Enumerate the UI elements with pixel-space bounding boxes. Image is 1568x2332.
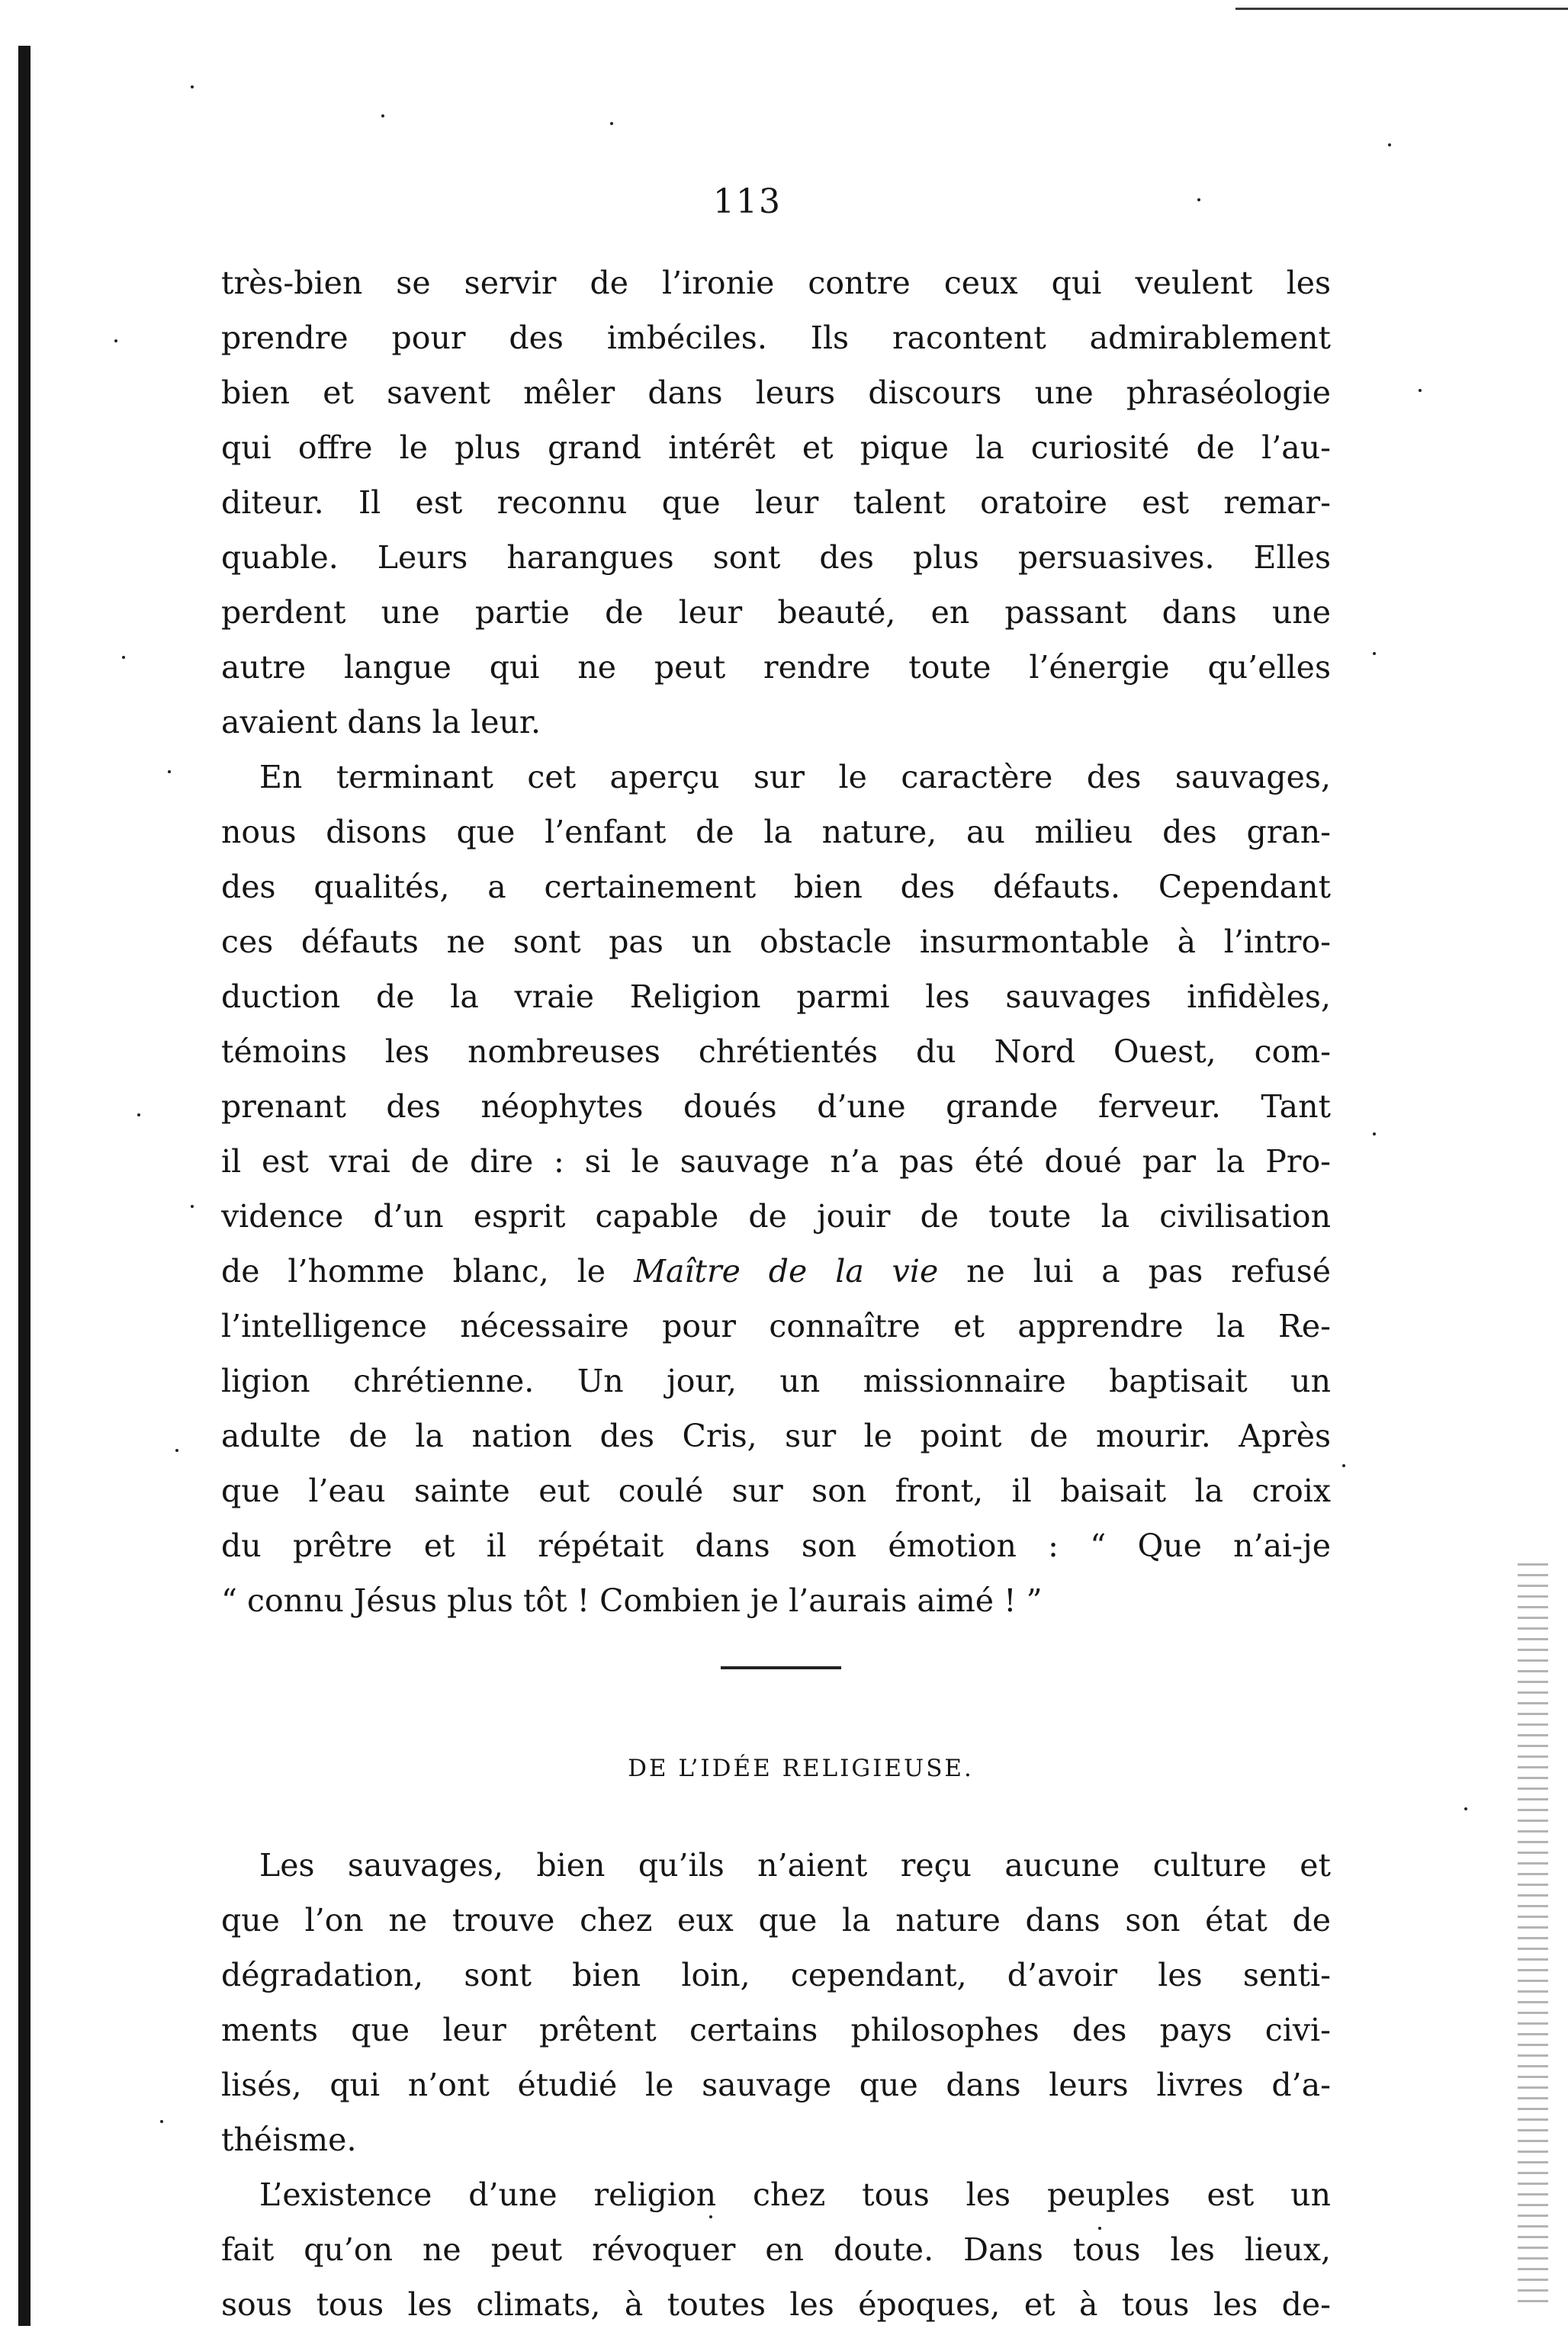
paragraph-2-line-10-end: ne lui a pas refusé — [966, 1253, 1331, 1290]
paragraph-2-line-10 — [221, 1244, 1331, 1299]
paragraph-1-line-8: autre langue qui ne peut rendre toute l’énergie qu’elles — [221, 649, 1331, 686]
paragraph-3-line-3: dégradation, sont bien loin, cependant, d’avoir les senti- — [221, 1957, 1331, 1993]
paragraph-1-line-5: diteur. Il est reconnu que leur talent oratoire est remar- — [221, 484, 1331, 521]
paragraph-2-line-15: du prêtre et il répétait dans son émotion : “ Que n’ai-je — [221, 1527, 1331, 1564]
scan-speck — [610, 122, 613, 125]
paragraph-2-line-5: duction de la vraie Religion parmi les sauvages infidèles, — [221, 978, 1331, 1015]
scan-speck — [1197, 198, 1200, 201]
right-margin-scan-noise — [1518, 1563, 1548, 2311]
paragraph-2-line-14: que l’eau sainte eut coulé sur son front, il baisait la croix — [221, 1473, 1331, 1509]
scan-speck — [1342, 1464, 1345, 1467]
scan-speck — [175, 1449, 178, 1452]
scan-speck — [191, 1205, 194, 1208]
paragraph-3-line-5: lisés, qui n’ont étudié le sauvage que dans leurs livres d’a- — [221, 2067, 1331, 2103]
paragraph-3-line-6: théisme. — [221, 2122, 357, 2158]
scan-speck — [114, 339, 117, 342]
scan-speck — [1388, 143, 1391, 146]
paragraph-1-line-4: qui offre le plus grand intérêt et pique la curiosité de l’au- — [221, 429, 1331, 466]
paragraph-2-line-2: nous disons que l’enfant de la nature, au milieu des gran- — [221, 814, 1331, 850]
scan-speck — [1373, 652, 1376, 655]
paragraph-3-line-4: ments que leur prêtent certains philosophes des pays civi- — [221, 2012, 1331, 2048]
paragraph-2-line-6: témoins les nombreuses chrétientés du Nord Ouest, com- — [221, 1033, 1331, 1070]
paragraph-1-line-6: quable. Leurs harangues sont des plus persuasives. Elles — [221, 539, 1331, 576]
scan-speck — [137, 1113, 140, 1116]
scan-speck — [160, 2120, 163, 2123]
paragraph-1-line-3: bien et savent mêler dans leurs discours une phraséologie — [221, 374, 1331, 411]
paragraph-2-line-1: En terminant cet aperçu sur le caractère des sauvages, — [259, 759, 1331, 795]
scan-speck — [168, 770, 171, 773]
paragraph-4-line-2: fait qu’on ne peut révoquer en doute. Dans tous les lieux, — [221, 2231, 1331, 2268]
paragraph-4-line-3: sous tous les climats, à toutes les époques, et à tous les de- — [221, 2286, 1331, 2323]
paragraph-2-line-12: ligion chrétienne. Un jour, un missionnaire baptisait un — [221, 1363, 1331, 1399]
section-heading: DE L’IDÉE RELIGIEUSE. — [628, 1755, 974, 1782]
paragraph-1-line-9: avaient dans la leur. — [221, 704, 541, 740]
paragraph-2-line-9: vidence d’un esprit capable de jouir de toute la civilisation — [221, 1198, 1331, 1235]
scan-speck — [122, 656, 125, 659]
scan-speck — [381, 114, 384, 117]
paragraph-2-line-7: prenant des néophytes doués d’une grande ferveur. Tant — [221, 1088, 1331, 1125]
maitre-de-la-vie-italic: Maître de la vie — [634, 1253, 939, 1290]
paragraph-1-line-2: prendre pour des imbéciles. Ils racontent admirablement — [221, 320, 1331, 356]
scan-speck — [1373, 1132, 1376, 1135]
page-number: 113 — [713, 182, 782, 221]
paragraph-2-line-4: ces défauts ne sont pas un obstacle insurmontable à l’intro- — [221, 923, 1331, 960]
paragraph-3-line-1: Les sauvages, bien qu’ils n’aient reçu aucune culture et — [259, 1847, 1331, 1884]
scan-speck — [191, 85, 194, 88]
paragraph-2-line-13: adulte de la nation des Cris, sur le point de mourir. Après — [221, 1418, 1331, 1454]
page-top-rule — [1235, 8, 1568, 10]
page-left-binding-shadow — [18, 46, 31, 2326]
paragraph-2-line-11: l’intelligence nécessaire pour connaître et apprendre la Re- — [221, 1308, 1331, 1344]
paragraph-2-line-3: des qualités, a certainement bien des défauts. Cependant — [221, 869, 1331, 905]
paragraph-1-line-1: très-bien se servir de l’ironie contre ceux qui veulent les — [221, 265, 1331, 301]
paragraph-2-line-16: “ connu Jésus plus tôt ! Combien je l’aurais aimé ! ” — [221, 1582, 1043, 1619]
section-separator — [721, 1666, 841, 1669]
paragraph-2-line-8: il est vrai de dire : si le sauvage n’a pas été doué par la Pro- — [221, 1143, 1331, 1180]
paragraph-3-line-2: que l’on ne trouve chez eux que la nature dans son état de — [221, 1902, 1331, 1939]
paragraph-4-line-1: L’existence d’une religion chez tous les peuples est un — [259, 2176, 1331, 2213]
paragraph-2-line-10-start: de l’homme blanc, le — [221, 1253, 606, 1290]
scan-speck — [1464, 1807, 1467, 1810]
scan-speck — [1419, 389, 1422, 392]
paragraph-1-line-7: perdent une partie de leur beauté, en passant dans une — [221, 594, 1331, 631]
